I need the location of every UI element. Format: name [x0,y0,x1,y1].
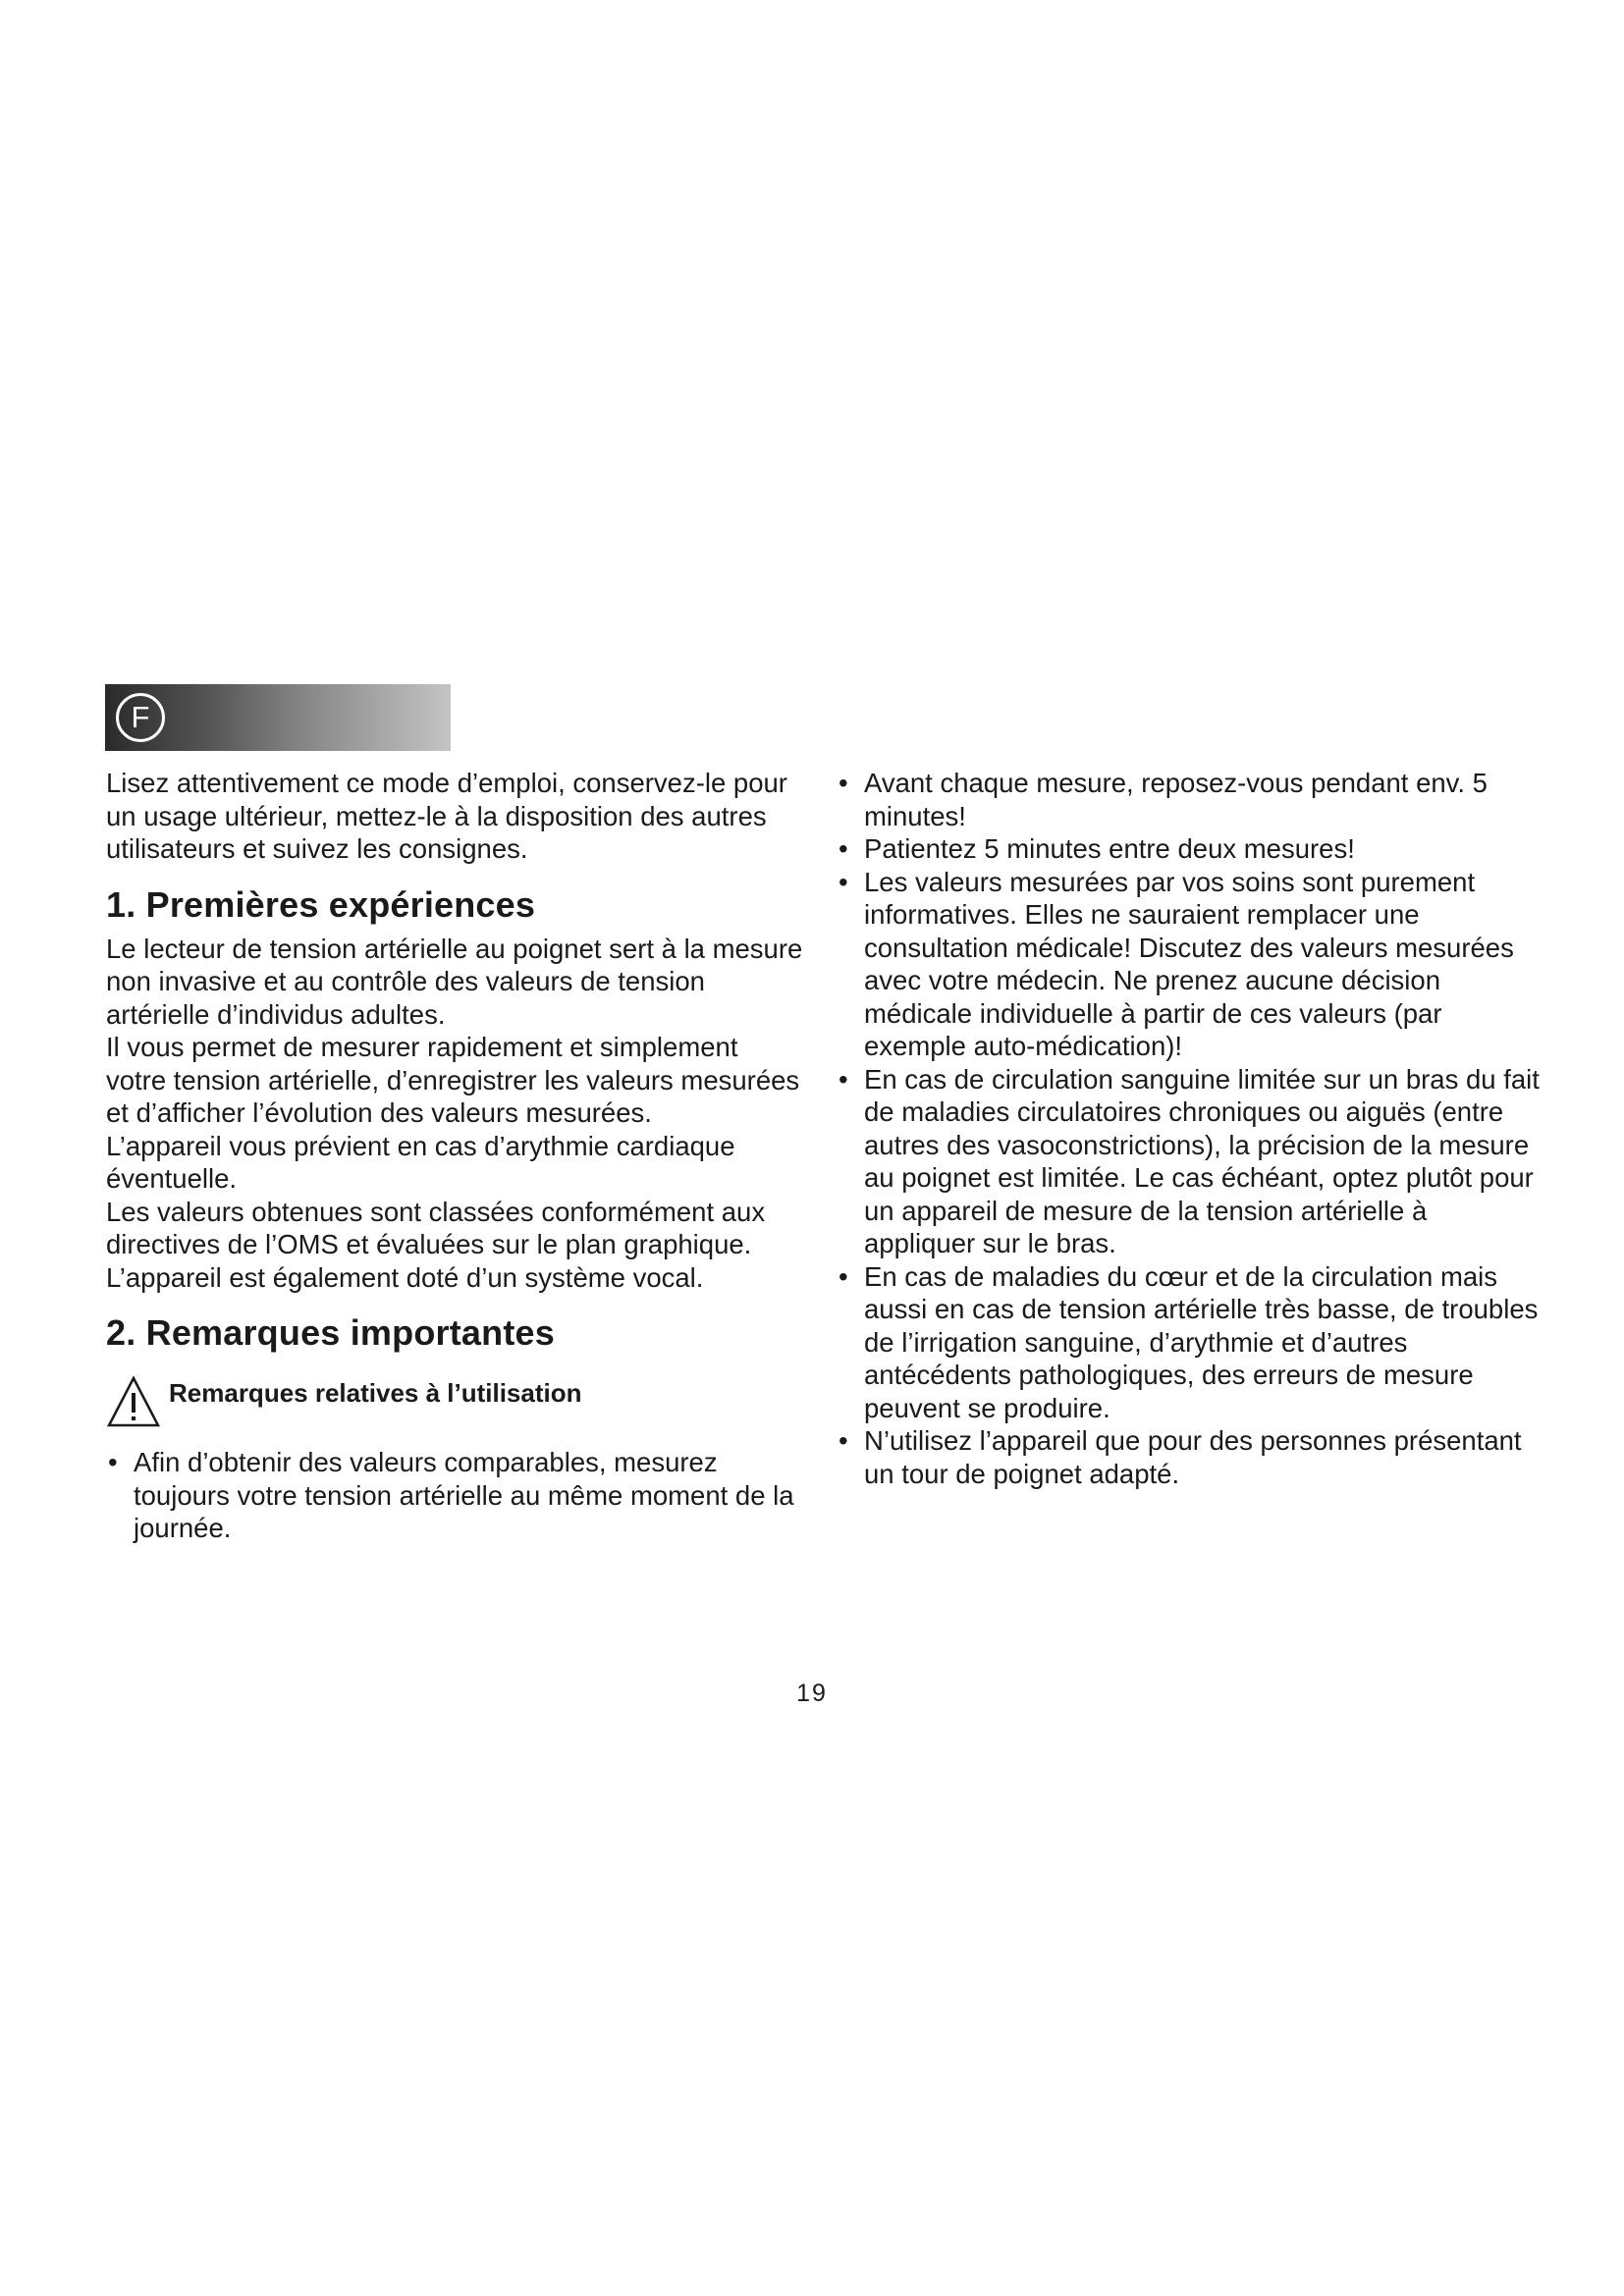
list-item: • Afin d’obtenir des valeurs comparables, mesurez toujours votre tension artérielle au même moment de la journée. [106,1446,805,1545]
section-1-heading: 1. Premières expériences [106,883,536,925]
list-item: • En cas de maladies du cœur et de la circulation mais aussi en cas de tension artérielle très basse, de troubles de l’irrigation sanguine, d’arythmie et d’autres antécédents pathologiques, des erreurs de mesure peuvent se produire. [837,1260,1543,1425]
right-column [837,767,1543,1490]
left-column [106,767,805,1545]
section-2-bullet-list [106,1446,805,1545]
language-tab-bar [105,684,451,751]
list-item: • Avant chaque mesure, reposez-vous pendant env. 5 minutes! [837,767,1543,832]
list-item: • Les valeurs mesurées par vos soins sont purement informatives. Elles ne sauraient remplacer une consultation médicale! Discutez des valeurs mesurées avec votre médecin. Ne prenez aucune décision médicale individuelle à partir de ces valeurs (par exemple auto-médication)! [837,866,1543,1063]
section-1-paragraph: L’appareil est également doté d’un système vocal. [106,1261,704,1293]
right-bullet-list [837,767,1543,1490]
section-1-paragraph: Le lecteur de tension artérielle au poignet sert à la mesure non invasive et au contrôle des valeurs de tension artérielle d’individus adultes. [106,933,803,1030]
section-2-heading: 2. Remarques importantes [106,1312,555,1353]
section-1-paragraph: Il vous permet de mesurer rapidement et simplement votre tension artérielle, d’enregistrer les valeurs mesurées et d’afficher l’évolution des valeurs mesurées. [106,1032,800,1128]
list-item: • Patientez 5 minutes entre deux mesures! [837,832,1543,866]
intro-paragraph: Lisez attentivement ce mode d’emploi, conservez-le pour un usage ultérieur, mettez-le à la disposition des autres utilisateurs et suivez les consignes. [106,768,787,864]
list-item: • En cas de circulation sanguine limitée sur un bras du fait de maladies circulatoires chroniques ou aiguës (entre autres des vasoconstrictions), la précision de la mesure au poignet est limitée. Le cas échéant, optez plutôt pour un appareil de mesure de la tension artérielle à appliquer sur le bras. [837,1063,1543,1260]
warning-title: Remarques relatives à l’utilisation [169,1378,582,1408]
list-item: • N’utilisez l’appareil que pour des personnes présentant un tour de poignet adapté. [837,1424,1543,1490]
section-1-paragraph: Les valeurs obtenues sont classées conformément aux directives de l’OMS et évaluées sur le plan graphique. [106,1196,766,1259]
section-1-paragraph: L’appareil vous prévient en cas d’arythmie cardiaque éventuelle. [106,1130,735,1194]
warning-triangle-icon [106,1375,161,1428]
language-badge: F [116,693,165,742]
page-number: 19 [796,1680,828,1707]
warning-heading-row [106,1373,805,1428]
